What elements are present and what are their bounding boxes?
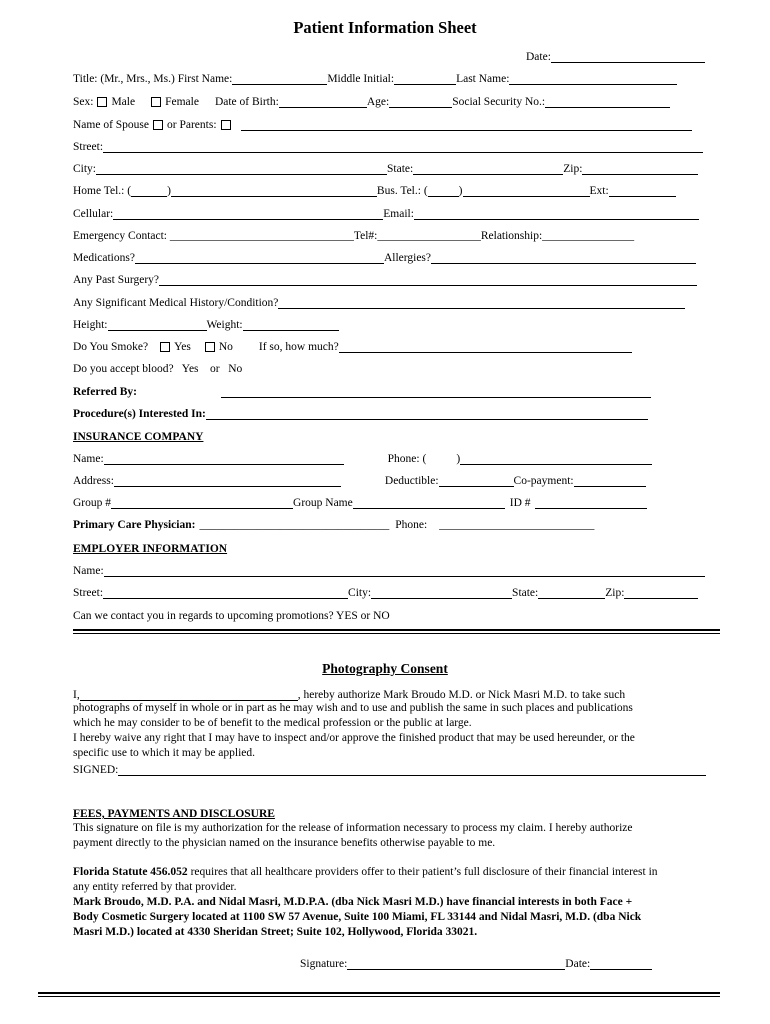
smoke-yes-checkbox[interactable] [160, 342, 170, 352]
first-name-label: Title: (Mr., Mrs., Ms.) First Name: [73, 73, 233, 85]
insurance-address-field[interactable] [114, 475, 341, 487]
state-label: State: [387, 163, 414, 175]
consent-name-field[interactable] [80, 689, 298, 701]
statute-reference: Florida Statute 456.052 [73, 866, 188, 878]
consent-signed-row [73, 761, 706, 776]
phone-row [73, 182, 676, 197]
last-name-label: Last Name: [456, 73, 510, 85]
pcp-phone-label: Phone: [395, 519, 428, 531]
first-name-field[interactable] [232, 73, 327, 85]
emergency-tel-label[interactable]: Tel#:__________________ [353, 230, 481, 242]
employer-city-label: City: [348, 587, 372, 599]
consent-signed-label: SIGNED: [73, 764, 119, 776]
employer-name-row [73, 562, 705, 577]
name-row [73, 70, 677, 85]
street-row [73, 138, 703, 153]
section-divider-thin [73, 633, 720, 634]
smoke-label: Do You Smoke? [73, 341, 149, 353]
home-area-code-field[interactable] [131, 185, 167, 197]
insurance-heading-row [73, 428, 203, 443]
zip-label: Zip: [563, 163, 583, 175]
middle-initial-field[interactable] [394, 73, 456, 85]
copay-label: Co-payment: [513, 475, 574, 487]
female-label: Female [165, 96, 199, 108]
smoke-row [73, 338, 632, 353]
spouse-checkbox[interactable] [153, 120, 163, 130]
employer-street-row [73, 584, 698, 599]
email-label: Email: [383, 208, 414, 220]
insurance-name-row [73, 450, 652, 465]
age-field[interactable] [389, 96, 452, 108]
employer-street-label: Street: [73, 587, 104, 599]
last-name-field[interactable] [509, 73, 677, 85]
date-label: Date: [526, 51, 551, 63]
medical-history-label: Any Significant Medical History/Condition? [73, 297, 279, 309]
employer-heading: EMPLOYER INFORMATION [73, 543, 228, 555]
height-label: Height: [73, 319, 108, 331]
consent-line-3: which he may consider to be of benefit to the medical profession or the public at large. [73, 717, 472, 729]
signature-field[interactable] [347, 958, 565, 970]
allergies-field[interactable] [431, 252, 696, 264]
blood-row [73, 360, 242, 375]
deductible-field[interactable] [439, 475, 514, 487]
home-paren: ) [167, 185, 171, 197]
consent-line-4: I hereby waive any right that I may have to inspect and/or approve the finished product that may be used hereunder, or the [73, 732, 635, 744]
smoke-no-label: No [218, 341, 233, 353]
employer-state-label: State: [512, 587, 539, 599]
procedure-row [73, 405, 648, 420]
bus-area-code-field[interactable] [428, 185, 459, 197]
insurance-phone-field[interactable] [460, 453, 652, 465]
id-number-field[interactable] [535, 497, 647, 509]
promotions-row [73, 607, 390, 622]
consent-name-row [73, 686, 625, 701]
smoke-amount-field[interactable] [339, 341, 632, 353]
signature-label: Signature: [300, 958, 348, 970]
procedure-field[interactable] [206, 408, 648, 420]
employer-street-field[interactable] [103, 587, 348, 599]
date-field[interactable] [551, 51, 705, 63]
city-row [73, 160, 698, 175]
bottom-divider [38, 992, 720, 994]
fees-line-1: This signature on file is my authorization for the release of information necessary to process my claim. I hereby authorize [73, 822, 633, 834]
past-surgery-label: Any Past Surgery? [73, 274, 160, 286]
bus-tel-field[interactable] [463, 185, 590, 197]
referred-by-label: Referred By: [73, 386, 137, 398]
street-field[interactable] [103, 141, 703, 153]
spouse-parents-field[interactable] [241, 119, 692, 131]
fees-heading-row [73, 805, 275, 820]
sex-label: Sex: [73, 96, 94, 108]
spouse-label: Name of Spouse [73, 119, 150, 131]
group-name-label: Group Name [293, 497, 353, 509]
male-label: Male [111, 96, 136, 108]
dob-label: Date of Birth: [214, 96, 279, 108]
copay-field[interactable] [574, 475, 646, 487]
consent-i-label: I, [73, 689, 80, 701]
home-tel-field[interactable] [171, 185, 377, 197]
referred-row [73, 383, 651, 398]
consent-line-5: specific use to which it may be applied. [73, 747, 256, 759]
referred-by-field[interactable] [221, 386, 651, 398]
disclosure-line-2: Body Cosmetic Surgery located at 1100 SW 57 Avenue, Suite 100 Miami, FL 33144 and Nidal Masri, M.D. (dba Nick [73, 911, 642, 923]
group-number-field[interactable] [111, 497, 293, 509]
insurance-address-row [73, 472, 646, 487]
state-field[interactable] [413, 163, 563, 175]
allergies-label: Allergies? [383, 252, 432, 264]
statute-paragraph [73, 865, 718, 940]
ext-label: Ext: [589, 185, 609, 197]
insurance-group-row [73, 494, 647, 509]
employer-name-label: Name: [73, 565, 104, 577]
email-field[interactable] [414, 208, 699, 220]
insurance-address-label: Address: [73, 475, 114, 487]
emergency-contact-label[interactable]: Emergency Contact: ________________________________ [73, 230, 354, 242]
employer-name-field[interactable] [104, 565, 705, 577]
ssn-label: Social Security No.: [452, 96, 546, 108]
signature-row [300, 955, 652, 970]
disclosure-line-1: Mark Broudo, M.D. P.A. and Nidal Masri, M.D.P.A. (dba Nick Masri M.D.) have financial interests in both Face + [73, 896, 633, 908]
pcp-phone-field[interactable]: ___________________________ [439, 519, 595, 531]
emergency-row [73, 227, 634, 242]
history-row [73, 294, 685, 309]
spouse-row [73, 116, 692, 131]
ssn-field[interactable] [545, 96, 670, 108]
middle-initial-label: Middle Initial: [327, 73, 395, 85]
age-label: Age: [366, 96, 390, 108]
cell-row [73, 205, 699, 220]
medications-row [73, 249, 696, 264]
group-number-label: Group # [73, 497, 112, 509]
insurance-name-field[interactable] [104, 453, 344, 465]
insurance-phone-paren: ) [456, 453, 461, 465]
city-field[interactable] [96, 163, 387, 175]
zip-field[interactable] [582, 163, 698, 175]
relationship-label[interactable]: Relationship:________________ [480, 230, 635, 242]
cellular-field[interactable] [113, 208, 383, 220]
parents-checkbox[interactable] [221, 120, 231, 130]
id-number-label: ID # [509, 497, 531, 509]
fees-paragraph [73, 821, 718, 851]
pcp-field[interactable]: _________________________________ [199, 519, 390, 531]
weight-label: Weight: [206, 319, 243, 331]
photography-consent-heading: Photography Consent [322, 661, 448, 676]
bus-tel-label: Bus. Tel.: ( [376, 185, 428, 197]
pcp-label: Primary Care Physician: [73, 519, 196, 531]
smoke-yes-label: Yes [174, 341, 191, 353]
height-weight-row [73, 316, 339, 331]
medications-label: Medications? [73, 252, 135, 264]
bus-paren: ) [458, 185, 463, 197]
promotions-question[interactable]: Can we contact you in regards to upcoming promotions? YES or NO [73, 610, 390, 622]
employer-heading-row [73, 540, 227, 555]
consent-line-2: photographs of myself in whole or in part as he may wish and to use and publish the same in such places and publications [73, 702, 633, 714]
home-tel-label: Home Tel.: ( [73, 185, 132, 197]
statute-line-1 [73, 865, 718, 880]
procedure-label: Procedure(s) Interested In: [73, 408, 206, 420]
fees-heading: FEES, PAYMENTS AND DISCLOSURE [73, 808, 275, 820]
male-checkbox[interactable] [97, 97, 107, 107]
smoke-no-checkbox[interactable] [205, 342, 215, 352]
insurance-phone-label: Phone: ( [387, 453, 427, 465]
page-title: Patient Information Sheet [293, 18, 477, 37]
street-label: Street: [73, 141, 104, 153]
employer-zip-field[interactable] [624, 587, 698, 599]
smoke-amount-label: If so, how much? [258, 341, 339, 353]
female-checkbox[interactable] [151, 97, 161, 107]
deductible-label: Deductible: [384, 475, 439, 487]
employer-state-field[interactable] [538, 587, 605, 599]
statute-line-2: any entity referred by that provider. [73, 881, 237, 893]
fees-line-2: payment directly to the physician named on the insurance benefits otherwise payable to me. [73, 837, 496, 849]
city-label: City: [73, 163, 97, 175]
dob-field[interactable] [279, 96, 367, 108]
employer-city-field[interactable] [371, 587, 512, 599]
sex-dob-row [73, 93, 670, 108]
weight-field[interactable] [243, 319, 339, 331]
consent-signature-field[interactable] [118, 764, 706, 776]
past-surgery-field[interactable] [159, 274, 697, 286]
employer-zip-label: Zip: [605, 587, 625, 599]
parents-label: or Parents: [167, 119, 217, 131]
medical-history-field[interactable] [278, 297, 685, 309]
cellular-label: Cellular: [73, 208, 114, 220]
accept-blood-question[interactable]: Do you accept blood? Yes or No [73, 363, 243, 375]
insurance-heading: INSURANCE COMPANY [73, 431, 204, 443]
consent-line-1: , hereby authorize Mark Broudo M.D. or Nick Masri M.D. to take such [297, 689, 626, 701]
height-field[interactable] [108, 319, 207, 331]
consent-paragraph [73, 701, 718, 761]
ext-field[interactable] [609, 185, 676, 197]
bottom-divider-thin [38, 996, 720, 997]
signature-date-field[interactable] [590, 958, 652, 970]
section-divider [73, 629, 720, 631]
disclosure-line-3: Masri M.D.) located at 4330 Sheridan Street; Suite 102, Hollywood, Florida 33021. [73, 926, 478, 938]
date-row [526, 48, 705, 63]
pcp-row [73, 516, 594, 531]
signature-date-label: Date: [565, 958, 591, 970]
surgery-row [73, 271, 697, 286]
insurance-name-label: Name: [73, 453, 104, 465]
statute-text: requires that all healthcare providers offer to their patient’s full disclosure of their financial interest in [187, 866, 658, 878]
medications-field[interactable] [135, 252, 384, 264]
group-name-field[interactable] [353, 497, 505, 509]
